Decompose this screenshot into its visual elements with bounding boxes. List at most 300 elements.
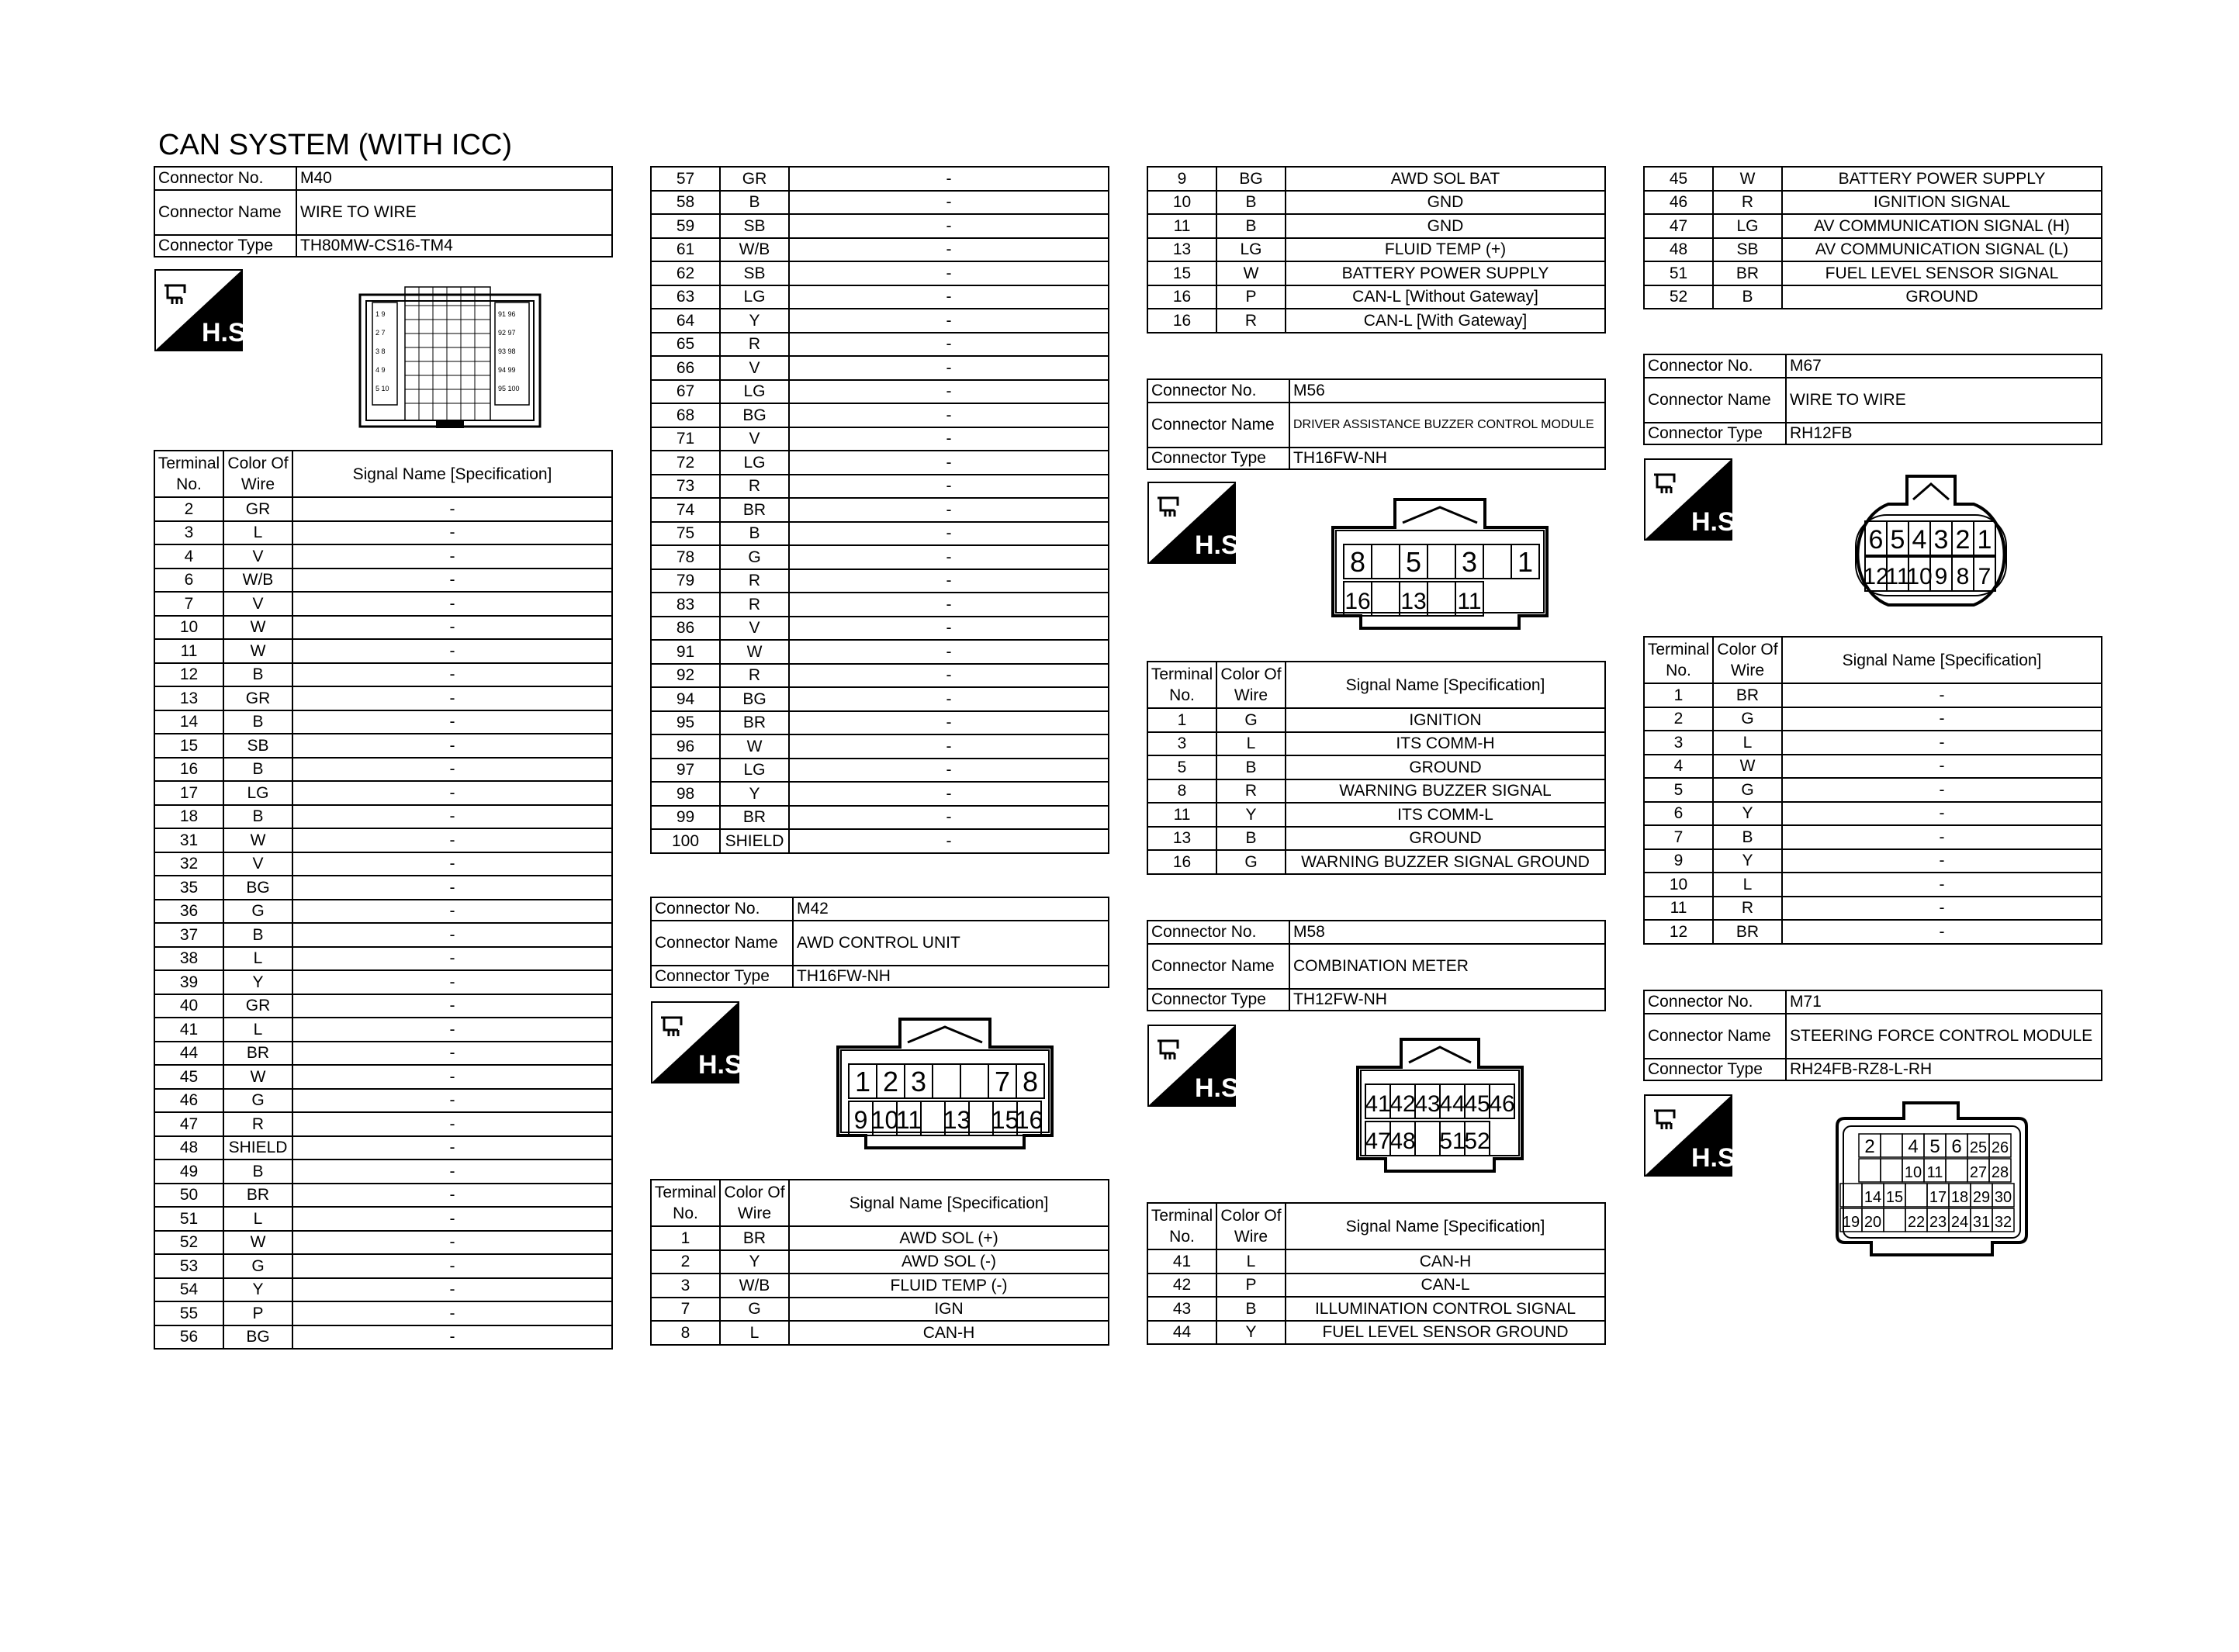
table-row <box>1644 285 2102 309</box>
signal-name: - <box>789 782 1109 806</box>
wire-color: R <box>1216 309 1286 333</box>
wire-color: SB <box>720 214 789 238</box>
pin-label: 15 <box>991 1106 1019 1135</box>
table-row <box>1147 803 1605 827</box>
table-row <box>154 1112 612 1136</box>
terminal-no: 39 <box>154 970 223 994</box>
signal-name: GROUND <box>1286 827 1605 851</box>
terminal-no: 7 <box>1644 825 1713 849</box>
table-row <box>1147 1249 1605 1274</box>
connector-type: TH12FW-NH <box>1289 989 1605 1011</box>
th-signal: Signal Name [Specification] <box>789 1180 1109 1226</box>
terminal-no: 99 <box>651 806 720 830</box>
th-terminal: Terminal No. <box>651 1180 720 1226</box>
table-row <box>651 1298 1109 1322</box>
wire-color: LG <box>1713 214 1782 238</box>
label-connector-type: Connector Type <box>1644 423 1786 444</box>
terminal-no: 94 <box>651 687 720 711</box>
terminal-no: 37 <box>154 923 223 947</box>
wire-color: W <box>720 640 789 664</box>
connector-m56-info <box>1147 378 1606 470</box>
wire-color: B <box>1216 191 1286 215</box>
pin-label: 20 <box>1864 1214 1882 1231</box>
terminal-no: 91 <box>651 640 720 664</box>
wire-color: B <box>1216 1297 1286 1321</box>
signal-name: - <box>789 333 1109 357</box>
table-row <box>154 900 612 924</box>
terminal-no: 79 <box>651 569 720 593</box>
svg-text:2 7: 2 7 <box>375 329 386 337</box>
signal-name: - <box>1782 897 2102 921</box>
table-row <box>651 617 1109 641</box>
terminal-no: 16 <box>154 758 223 782</box>
label-connector-no: Connector No. <box>1147 921 1289 944</box>
terminal-no: 56 <box>154 1325 223 1350</box>
wire-color: B <box>720 522 789 546</box>
connector-m71-info <box>1643 990 2102 1081</box>
table-row <box>154 781 612 805</box>
signal-name: - <box>292 781 612 805</box>
terminal-no: 36 <box>154 900 223 924</box>
terminal-no: 17 <box>154 781 223 805</box>
wire-color: Y <box>1216 803 1286 827</box>
signal-name: - <box>789 569 1109 593</box>
svg-text:H.S.: H.S. <box>698 1050 750 1080</box>
signal-name: FUEL LEVEL SENSOR GROUND <box>1286 1321 1605 1345</box>
table-row <box>1644 707 2102 731</box>
pin-label: 25 <box>1969 1139 1988 1156</box>
terminal-no: 11 <box>1644 897 1713 921</box>
hs-icon <box>652 1002 750 1083</box>
svg-text:H.S.: H.S. <box>1195 531 1247 560</box>
wire-color: P <box>1216 1274 1286 1298</box>
pin-label: 26 <box>1991 1139 2009 1156</box>
wire-color: P <box>1216 285 1286 309</box>
connector-m58-diagram <box>1355 1036 1525 1174</box>
terminal-no: 61 <box>651 238 720 262</box>
th-terminal: Terminal No. <box>1147 662 1216 708</box>
connector-m42-info <box>650 897 1109 988</box>
table-row <box>1147 755 1605 779</box>
table-row <box>1147 708 1605 732</box>
signal-name: - <box>292 923 612 947</box>
table-row <box>154 663 612 687</box>
table-row <box>154 876 612 900</box>
table-row <box>1644 683 2102 707</box>
th-color: Color Of Wire <box>1216 662 1286 708</box>
signal-name: - <box>292 710 612 734</box>
pin-label: 9 <box>853 1106 868 1135</box>
wire-color: BG <box>720 403 789 427</box>
wire-color: BR <box>720 498 789 522</box>
terminal-no: 9 <box>1147 167 1216 191</box>
svg-text:H.S.: H.S. <box>202 318 254 347</box>
terminal-no: 45 <box>1644 167 1713 191</box>
connector-m42-table-b <box>1147 166 1606 334</box>
terminal-no: 12 <box>154 663 223 687</box>
wire-color: B <box>1713 285 1782 309</box>
table-row <box>651 734 1109 759</box>
signal-name: - <box>1782 683 2102 707</box>
th-signal: Signal Name [Specification] <box>1782 637 2102 683</box>
wire-color: G <box>1713 707 1782 731</box>
table-row <box>1644 191 2102 215</box>
wire-color: G <box>1216 708 1286 732</box>
wire-color: W <box>223 639 292 663</box>
signal-name: - <box>292 1065 612 1089</box>
wire-color: V <box>223 544 292 569</box>
signal-name: - <box>292 758 612 782</box>
terminal-no: 15 <box>154 734 223 758</box>
signal-name: - <box>789 664 1109 688</box>
table-row <box>651 285 1109 309</box>
terminal-no: 50 <box>154 1184 223 1208</box>
connector-m40-table-a <box>154 450 613 1350</box>
pin-label: 24 <box>1950 1214 1969 1231</box>
terminal-no: 3 <box>651 1274 720 1298</box>
terminal-no: 86 <box>651 617 720 641</box>
connector-type: TH16FW-NH <box>793 966 1109 987</box>
signal-name: - <box>789 475 1109 499</box>
pin-label: 48 <box>1389 1128 1416 1155</box>
wire-color: W <box>223 1231 292 1255</box>
signal-name: - <box>789 285 1109 309</box>
terminal-no: 78 <box>651 545 720 569</box>
wire-color: W <box>223 828 292 852</box>
table-row <box>651 498 1109 522</box>
wire-color: W <box>223 616 292 640</box>
signal-name: - <box>789 640 1109 664</box>
label-connector-name: Connector Name <box>1147 944 1289 989</box>
wire-color: Y <box>223 1278 292 1302</box>
wire-color: B <box>223 663 292 687</box>
wire-color: BR <box>720 1226 789 1250</box>
connector-name: COMBINATION METER <box>1289 944 1605 989</box>
label-connector-name: Connector Name <box>1147 403 1289 448</box>
signal-name: - <box>292 1278 612 1302</box>
label-connector-no: Connector No. <box>651 897 793 921</box>
terminal-no: 12 <box>1644 920 1713 944</box>
pin-label: 8 <box>1956 564 1970 590</box>
signal-name: - <box>1782 920 2102 944</box>
table-row <box>651 759 1109 783</box>
wire-color: BR <box>223 1184 292 1208</box>
pin-label: 10 <box>1906 564 1933 590</box>
terminal-no: 62 <box>651 261 720 285</box>
signal-name: FLUID TEMP (-) <box>789 1274 1109 1298</box>
signal-name: GROUND <box>1782 285 2102 309</box>
signal-name: - <box>292 1231 612 1255</box>
signal-name: - <box>1782 873 2102 897</box>
terminal-no: 2 <box>1644 707 1713 731</box>
signal-name: - <box>1782 825 2102 849</box>
th-color: Color Of Wire <box>1713 637 1782 683</box>
signal-name: - <box>1782 731 2102 755</box>
svg-text:1 9: 1 9 <box>375 310 386 318</box>
pin-label: 44 <box>1439 1091 1466 1118</box>
label-connector-name: Connector Name <box>154 190 296 235</box>
signal-name: - <box>292 994 612 1018</box>
terminal-no: 44 <box>154 1042 223 1066</box>
signal-name: - <box>292 497 612 521</box>
terminal-no: 48 <box>1644 238 1713 262</box>
table-row <box>651 427 1109 451</box>
pin-label: 10 <box>870 1106 899 1135</box>
signal-name: - <box>292 544 612 569</box>
terminal-no: 98 <box>651 782 720 806</box>
connector-name: STEERING FORCE CONTROL MODULE <box>1786 1014 2102 1059</box>
wire-color: L <box>1713 873 1782 897</box>
wire-color: W <box>1713 755 1782 779</box>
connector-no: M40 <box>296 167 612 190</box>
signal-name: AWD SOL (+) <box>789 1226 1109 1250</box>
label-connector-type: Connector Type <box>1147 989 1289 1011</box>
th-terminal: Terminal No. <box>1147 1203 1216 1249</box>
table-row <box>154 970 612 994</box>
signal-name: CAN-H <box>1286 1249 1605 1274</box>
svg-text:H.S.: H.S. <box>1195 1073 1247 1103</box>
signal-name: GND <box>1286 191 1605 215</box>
signal-name: FLUID TEMP (+) <box>1286 238 1605 262</box>
wire-color: W <box>1216 261 1286 285</box>
wire-color: LG <box>720 451 789 475</box>
terminal-no: 52 <box>1644 285 1713 309</box>
table-row <box>154 1207 612 1231</box>
svg-text:91 96: 91 96 <box>498 310 516 318</box>
signal-name: - <box>292 521 612 545</box>
table-row <box>1147 238 1605 262</box>
terminal-no: 1 <box>1147 708 1216 732</box>
th-signal: Signal Name [Specification] <box>292 451 612 497</box>
terminal-no: 74 <box>651 498 720 522</box>
table-row <box>154 1184 612 1208</box>
pin-label: 16 <box>1015 1106 1043 1135</box>
wire-color: B <box>223 710 292 734</box>
terminal-no: 67 <box>651 380 720 404</box>
terminal-no: 68 <box>651 403 720 427</box>
table-row <box>651 475 1109 499</box>
label-connector-no: Connector No. <box>1644 354 1786 378</box>
signal-name: GND <box>1286 214 1605 238</box>
connector-no: M71 <box>1786 990 2102 1014</box>
terminal-no: 3 <box>1147 732 1216 756</box>
terminal-no: 55 <box>154 1301 223 1325</box>
wire-color: GR <box>223 994 292 1018</box>
connector-m71-diagram <box>1829 1095 2034 1260</box>
terminal-no: 35 <box>154 876 223 900</box>
wire-color: BG <box>223 1325 292 1350</box>
signal-name: AWD SOL (-) <box>789 1250 1109 1274</box>
terminal-no: 13 <box>154 686 223 710</box>
wire-color: GR <box>720 167 789 191</box>
signal-name: - <box>789 191 1109 215</box>
pin-label: 5 <box>1929 1136 1940 1157</box>
terminal-no: 10 <box>1644 873 1713 897</box>
table-row <box>651 238 1109 262</box>
signal-name: - <box>789 498 1109 522</box>
signal-name: - <box>292 970 612 994</box>
wire-color: W <box>1713 167 1782 191</box>
table-row <box>651 214 1109 238</box>
signal-name: ITS COMM-L <box>1286 803 1605 827</box>
label-connector-name: Connector Name <box>1644 1014 1786 1059</box>
terminal-no: 15 <box>1147 261 1216 285</box>
signal-name: - <box>292 1018 612 1042</box>
signal-name: - <box>292 569 612 593</box>
terminal-no: 54 <box>154 1278 223 1302</box>
pin-label: 23 <box>1929 1214 1947 1231</box>
table-row <box>154 758 612 782</box>
connector-m58-table-a <box>1147 1202 1606 1345</box>
pin-label: 5 <box>1890 525 1905 555</box>
pin-label: 3 <box>1461 546 1478 579</box>
wire-color: BR <box>1713 920 1782 944</box>
table-row <box>651 545 1109 569</box>
wire-color: B <box>223 1160 292 1184</box>
table-row <box>154 923 612 947</box>
svg-text:92 97: 92 97 <box>498 329 516 337</box>
signal-name: AV COMMUNICATION SIGNAL (H) <box>1782 214 2102 238</box>
signal-name: IGNITION SIGNAL <box>1782 191 2102 215</box>
signal-name: - <box>292 1301 612 1325</box>
pin-label: 17 <box>1929 1189 1947 1206</box>
terminal-no: 1 <box>651 1226 720 1250</box>
terminal-no: 64 <box>651 309 720 333</box>
connector-m40-diagram <box>358 279 542 431</box>
table-row <box>1644 778 2102 802</box>
signal-name: - <box>292 686 612 710</box>
pin-label: 1 <box>1977 525 1992 555</box>
signal-name: - <box>292 1160 612 1184</box>
wire-color: B <box>223 923 292 947</box>
terminal-no: 38 <box>154 947 223 971</box>
table-row <box>154 1136 612 1160</box>
terminal-no: 53 <box>154 1254 223 1278</box>
wire-color: Y <box>720 309 789 333</box>
signal-name: - <box>292 639 612 663</box>
terminal-no: 2 <box>154 497 223 521</box>
signal-name: - <box>292 1042 612 1066</box>
terminal-no: 49 <box>154 1160 223 1184</box>
table-row <box>154 1278 612 1302</box>
signal-name: - <box>789 380 1109 404</box>
wire-color: R <box>1713 191 1782 215</box>
table-row <box>1147 309 1605 333</box>
signal-name: GROUND <box>1286 755 1605 779</box>
pin-label: 11 <box>1885 564 1910 590</box>
pin-label: 10 <box>1904 1164 1922 1181</box>
terminal-no: 45 <box>154 1065 223 1089</box>
table-row <box>1644 238 2102 262</box>
wire-color: R <box>1713 897 1782 921</box>
connector-type: TH16FW-NH <box>1289 448 1605 469</box>
wire-color: R <box>223 1112 292 1136</box>
svg-text:H.S.: H.S. <box>1691 507 1743 537</box>
signal-name: - <box>292 1136 612 1160</box>
signal-name: - <box>292 734 612 758</box>
svg-text:4 9: 4 9 <box>375 366 386 374</box>
table-row <box>154 569 612 593</box>
table-row <box>1147 779 1605 804</box>
pin-label: 5 <box>1405 546 1422 579</box>
wire-color: L <box>1216 1249 1286 1274</box>
terminal-no: 46 <box>1644 191 1713 215</box>
wire-color: SB <box>223 734 292 758</box>
svg-text:95 100: 95 100 <box>498 385 520 392</box>
signal-name: - <box>789 309 1109 333</box>
wire-color: Y <box>1713 849 1782 873</box>
table-row <box>651 1226 1109 1250</box>
wire-color: BG <box>720 687 789 711</box>
hs-icon <box>155 270 254 351</box>
wire-color: SHIELD <box>720 829 789 853</box>
label-connector-type: Connector Type <box>1644 1059 1786 1080</box>
connector-name: WIRE TO WIRE <box>296 190 612 235</box>
table-row <box>1147 850 1605 874</box>
pin-label: 42 <box>1389 1091 1416 1118</box>
signal-name: - <box>789 403 1109 427</box>
terminal-no: 41 <box>1147 1249 1216 1274</box>
table-row <box>154 805 612 829</box>
connector-no: M56 <box>1289 379 1605 403</box>
th-color: Color Of Wire <box>720 1180 789 1226</box>
pin-label: 18 <box>1950 1189 1969 1206</box>
pin-label: 19 <box>1842 1214 1860 1231</box>
pin-label: 7 <box>1978 564 1992 590</box>
terminal-no: 2 <box>651 1250 720 1274</box>
table-row <box>1147 167 1605 191</box>
wire-color: W <box>223 1065 292 1089</box>
connector-no: M42 <box>793 897 1109 921</box>
pin-label: 28 <box>1991 1164 2009 1181</box>
signal-name: - <box>292 852 612 876</box>
pin-label: 4 <box>1908 1136 1919 1157</box>
terminal-no: 42 <box>1147 1274 1216 1298</box>
table-row <box>154 1254 612 1278</box>
signal-name: - <box>1782 755 2102 779</box>
signal-name: ITS COMM-H <box>1286 732 1605 756</box>
terminal-no: 57 <box>651 167 720 191</box>
table-row <box>651 522 1109 546</box>
signal-name: - <box>789 759 1109 783</box>
table-row <box>154 686 612 710</box>
connector-name: AWD CONTROL UNIT <box>793 921 1109 966</box>
signal-name: - <box>789 711 1109 735</box>
wire-color: L <box>720 1321 789 1345</box>
terminal-no: 75 <box>651 522 720 546</box>
terminal-no: 11 <box>1147 214 1216 238</box>
signal-name: - <box>292 1254 612 1278</box>
pin-label: 11 <box>1457 589 1482 615</box>
signal-name: - <box>789 522 1109 546</box>
pin-label: 8 <box>1349 546 1366 579</box>
signal-name: - <box>1782 802 2102 826</box>
signal-name: - <box>789 687 1109 711</box>
table-row <box>1644 802 2102 826</box>
table-row <box>651 356 1109 380</box>
connector-m56-diagram <box>1330 496 1550 631</box>
table-row <box>651 380 1109 404</box>
signal-name: - <box>789 734 1109 759</box>
connector-m58-info <box>1147 920 1606 1011</box>
wire-color: L <box>223 521 292 545</box>
terminal-no: 72 <box>651 451 720 475</box>
connector-m58-table-b <box>1643 166 2102 309</box>
connector-m42-diagram <box>835 1016 1055 1151</box>
terminal-no: 4 <box>1644 755 1713 779</box>
wire-color: G <box>1216 850 1286 874</box>
terminal-no: 16 <box>1147 309 1216 333</box>
